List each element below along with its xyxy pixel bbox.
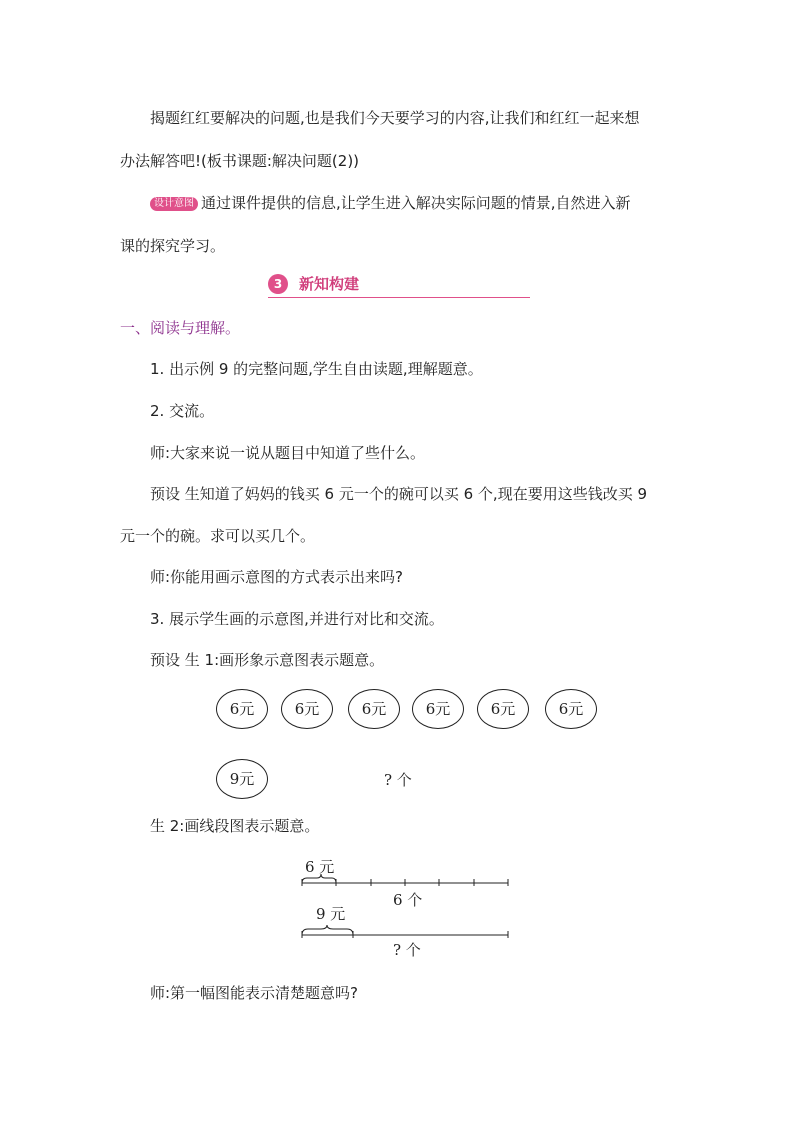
bowl-question: ? 个 bbox=[384, 771, 412, 789]
design-intent-tag: 设计意图 bbox=[150, 197, 198, 211]
design-intent-text: 通过课件提供的信息,让学生进入解决实际问题的情景,自然进入新 bbox=[201, 194, 631, 212]
teacher-question-2: 师:你能用画示意图的方式表示出来吗? bbox=[150, 568, 404, 586]
bowl-6yuan: 6元 bbox=[545, 689, 597, 729]
bowl-6yuan: 6元 bbox=[281, 689, 333, 729]
bowl-9yuan: 9元 bbox=[216, 759, 268, 799]
section-number-badge: 3 bbox=[268, 274, 288, 294]
preset-answer: 预设 生知道了妈妈的钱买 6 元一个的碗可以买 6 个,现在要用这些钱改买 9 bbox=[150, 485, 648, 503]
bowl-6yuan: 6元 bbox=[216, 689, 268, 729]
preset-student-2: 生 2:画线段图表示题意。 bbox=[150, 817, 320, 835]
segment-bottom-label: 9 元 bbox=[316, 905, 346, 923]
teacher-question-1: 师:大家来说一说从题目中知道了些什么。 bbox=[150, 444, 426, 462]
paragraph-intro: 揭题红红要解决的问题,也是我们今天要学习的内容,让我们和红红一起来想 bbox=[150, 109, 640, 127]
design-intent-line bbox=[150, 193, 631, 213]
segment-top-count: 6 个 bbox=[393, 891, 423, 909]
section-heading bbox=[268, 273, 530, 298]
teacher-question-3: 师:第一幅图能表示清楚题意吗? bbox=[150, 984, 359, 1002]
step-1: 1. 出示例 9 的完整问题,学生自由读题,理解题意。 bbox=[150, 360, 483, 378]
design-intent-cont: 课的探究学习。 bbox=[120, 237, 226, 255]
segment-top-label: 6 元 bbox=[305, 858, 335, 876]
bottom-brace bbox=[302, 925, 353, 935]
bowl-6yuan: 6元 bbox=[412, 689, 464, 729]
preset-answer-cont: 元一个的碗。求可以买几个。 bbox=[120, 527, 316, 545]
heading-reading: 一、阅读与理解。 bbox=[120, 319, 241, 337]
section-title: 新知构建 bbox=[299, 275, 360, 293]
paragraph-intro-cont: 办法解答吧!(板书课题:解决问题(2)) bbox=[120, 152, 360, 170]
preset-student-1: 预设 生 1:画形象示意图表示题意。 bbox=[150, 651, 385, 669]
step-2: 2. 交流。 bbox=[150, 402, 215, 420]
segment-bottom-count: ? 个 bbox=[393, 941, 421, 959]
bowl-6yuan: 6元 bbox=[348, 689, 400, 729]
top-brace bbox=[302, 874, 336, 883]
step-3: 3. 展示学生画的示意图,并进行对比和交流。 bbox=[150, 610, 444, 628]
bowl-6yuan: 6元 bbox=[477, 689, 529, 729]
